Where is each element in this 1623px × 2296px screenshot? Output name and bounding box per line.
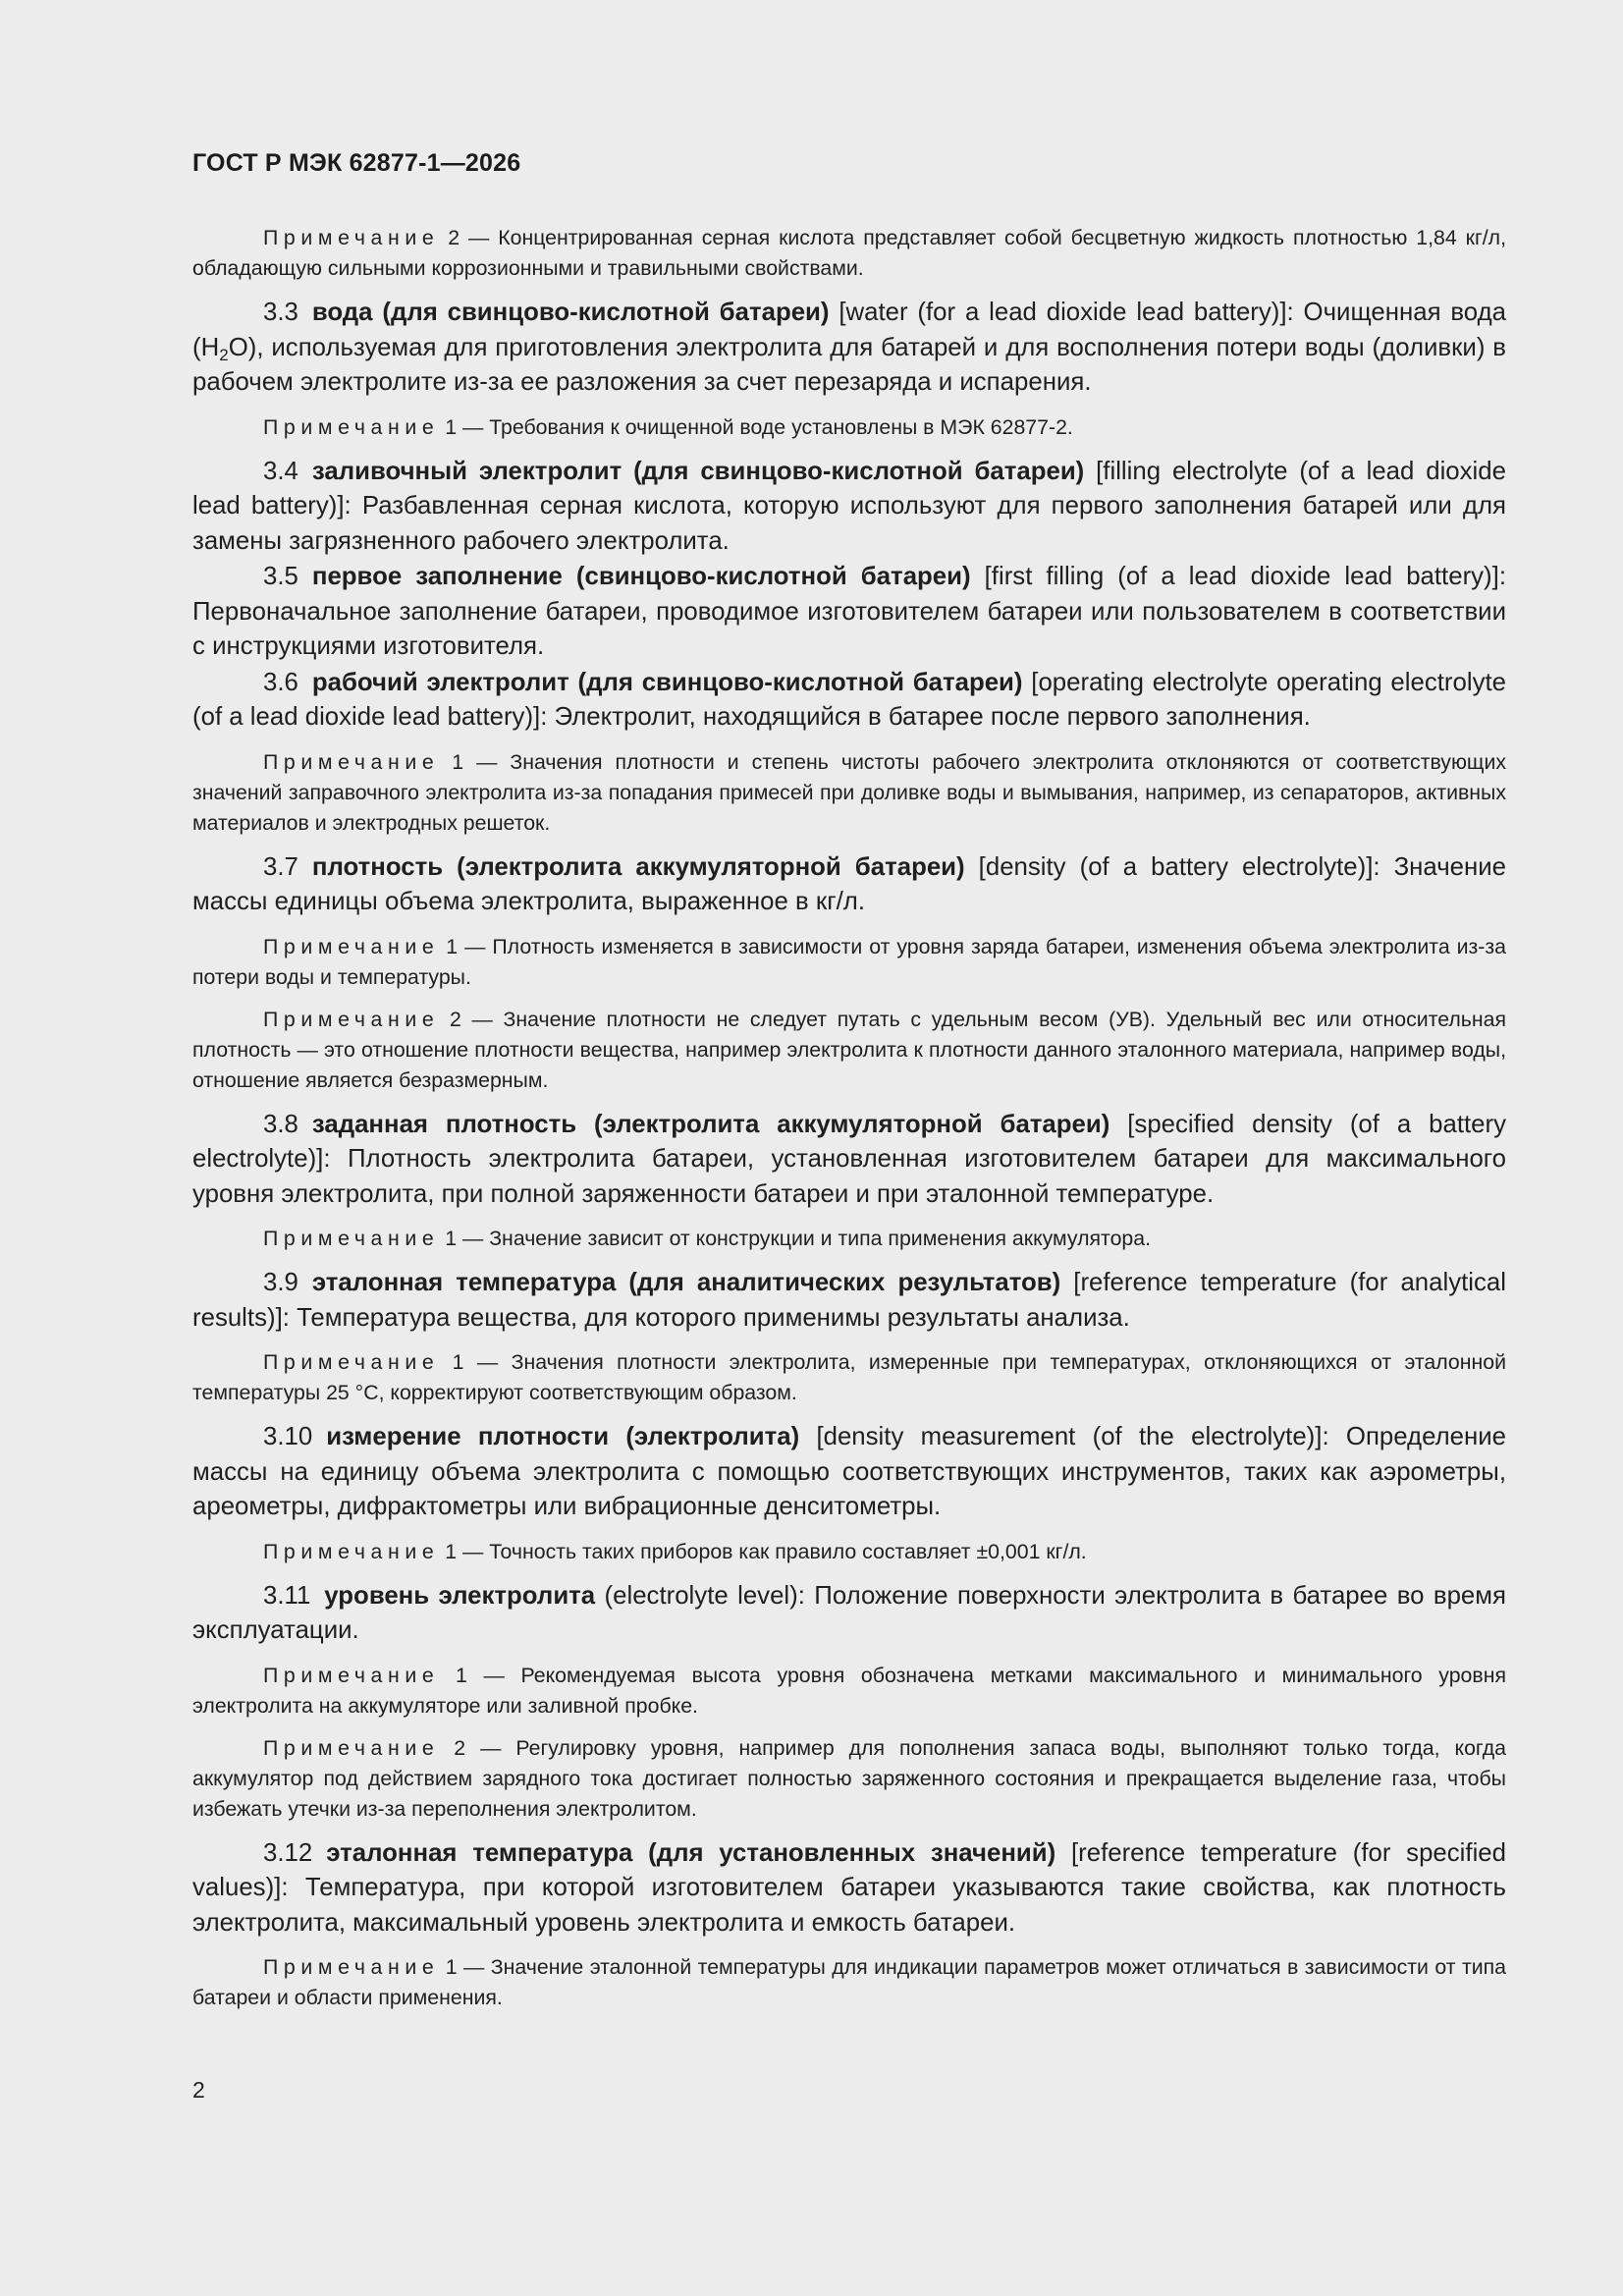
term-definition: Плотность электролита батареи, установленная изготовителем батареи для максимального уровня электролита, при полной заряженности батареи и при эталонной температуре.: [192, 1145, 1506, 1208]
note-number: 1: [445, 414, 458, 439]
term-number: 3.3: [263, 299, 298, 326]
term-number: 3.5: [263, 563, 298, 590]
term-number: 3.11: [263, 1581, 311, 1610]
page-number: 2: [192, 2077, 205, 2103]
note-text: — Плотность изменяется в зависимости от уровня заряда батареи, изменения объема электролита из-за потери воды и температуры.: [192, 934, 1507, 989]
note-label: Примечание: [263, 226, 440, 249]
note-number: 2: [454, 1735, 466, 1760]
term-english: [water (for a lead dioxide lead battery)]:: [829, 299, 1304, 326]
term-number: 3.7: [263, 852, 298, 881]
term-entry-3-10: [192, 1420, 1506, 1525]
term-english: [reference temperature (for specified values)]:: [192, 1838, 1507, 1901]
note-number: 1: [446, 934, 459, 958]
term-english: [first filling (of a lead dioxide lead battery)]:: [970, 563, 1506, 590]
term-english: [specified density (of a battery electrolyte)]:: [192, 1110, 1507, 1173]
note-text: — Регулировку уровня, например для пополнения запаса воды, выполняют только тогда, когда аккумулятор под действием зарядного тока достигает полностью заряженного состояния и прекращается выделение газа, чтобы избежать утечки из-за переполнения электролитом.: [192, 1735, 1506, 1821]
note-label: Примечание: [263, 1539, 440, 1563]
note-text: — Значения плотности и степень чистоты рабочего электролита отклоняются от соответствующих значений заправочного электролита из-за попадания примесей при доливке воды и вымывания, например, из сепараторов, активных материалов и электродных решеток.: [192, 749, 1506, 835]
note-text: — Точность таких приборов как правило составляет ±0,001 кг/л.: [457, 1539, 1087, 1563]
term-definition: Температура, при которой изготовителем батареи указываются такие свойства, как плотность электролита, максимальный уровень электролита и емкость батареи.: [192, 1874, 1506, 1937]
note-label: Примечание: [263, 1227, 440, 1250]
note-paragraph: [192, 1952, 1506, 2013]
term-number: 3.4: [263, 457, 298, 485]
term-name: измерение плотности (электролита): [326, 1423, 800, 1450]
term-number: 3.10: [263, 1423, 313, 1450]
note-paragraph: [192, 1733, 1506, 1825]
term-number: 3.12: [263, 1838, 313, 1867]
term-name: рабочий электролит (для свинцово-кислотной батареи): [311, 668, 1023, 696]
note-label: Примечание: [263, 1007, 440, 1031]
term-number: 3.8: [263, 1110, 298, 1138]
note-text: — Концентрированная серная кислота представляет собой бесцветную жидкость плотностью 1,84 кг/л, обладающую сильными коррозионными и травильными свойствами.: [192, 226, 1506, 280]
note-number: 1: [445, 1955, 458, 1979]
term-definition: Первоначальное заполнение батареи, проводимое изготовителем батареи или пользователем в соответствии с инструкциями изготовителя.: [192, 597, 1506, 660]
note-paragraph: [192, 747, 1506, 839]
note-label: Примечание: [263, 1955, 440, 1979]
note-label: Примечание: [263, 934, 440, 958]
note-label: Примечание: [263, 1735, 440, 1760]
term-entry-3-12: [192, 1836, 1506, 1941]
term-definition: Положение поверхности электролита в батарее во время эксплуатации.: [192, 1581, 1506, 1644]
note-label: Примечание: [263, 414, 440, 439]
term-english: [density measurement (of the electrolyte)]:: [799, 1423, 1346, 1450]
term-definition: Значение массы единицы объема электролита, выраженное в кг/л.: [192, 852, 1506, 915]
note-text: — Значение зависит от конструкции и типа применения аккумулятора.: [457, 1227, 1152, 1250]
note-label: Примечание: [263, 749, 440, 774]
term-english: [reference temperature (for analytical results)]:: [192, 1269, 1506, 1332]
term-english: [filling electrolyte (of a lead dioxide lead battery)]:: [192, 457, 1506, 519]
note-paragraph: [192, 1005, 1506, 1096]
term-name: заданная плотность (электролита аккумуляторной батареи): [311, 1110, 1110, 1138]
term-entry-3-5: [192, 560, 1506, 665]
term-definition: Температура вещества, для которого применимы результаты анализа.: [297, 1303, 1130, 1332]
term-entry-3-8: [192, 1108, 1506, 1213]
term-definition-part: O), используемая для приготовления электролита для батарей и для восполнения потери воды (доливки) в рабочем электролите из-за ее разложения за счет перезаряда и испарения.: [192, 333, 1506, 396]
term-name: эталонная температура (для установленных значений): [326, 1838, 1056, 1867]
term-name: уровень электролита: [324, 1581, 596, 1610]
note-text: — Значения плотности электролита, измеренные при температурах, отклоняющихся от эталонной температуры 25 °C, корректируют соответствующим образом.: [192, 1350, 1506, 1404]
note-number: 1: [445, 1539, 458, 1563]
standard-designation: ГОСТ Р МЭК 62877-1—2026: [192, 149, 521, 177]
note-number: 1: [452, 1350, 464, 1374]
note-paragraph: [192, 412, 1506, 443]
term-name: заливочный электролит (для свинцово-кислотной батареи): [311, 457, 1085, 485]
term-entry-3-7: [192, 850, 1506, 920]
note-paragraph: [192, 1537, 1506, 1567]
note-paragraph: [192, 1347, 1506, 1408]
term-entry-3-3: [192, 296, 1506, 401]
term-name: эталонная температура (для аналитических результатов): [311, 1269, 1061, 1296]
note-number: 2: [448, 226, 460, 249]
subscript: 2: [219, 345, 229, 364]
note-label: Примечание: [263, 1350, 440, 1374]
note-text: — Значение эталонной температуры для индикации параметров может отличаться в зависимости от типа батареи и области применения.: [192, 1955, 1506, 2009]
note-paragraph: [192, 1661, 1506, 1722]
term-name: плотность (электролита аккумуляторной батареи): [311, 852, 965, 881]
note-number: 2: [449, 1007, 461, 1031]
term-entry-3-6: [192, 666, 1506, 736]
note-paragraph: [192, 932, 1506, 993]
term-definition: Определение массы на единицу объема электролита с помощью соответствующих инструментов, таких как аэрометры, ареометры, дифрактометры или вибрационные денситометры.: [192, 1423, 1506, 1520]
note-text: — Рекомендуемая высота уровня обозначена метками максимального и минимального уровня электролита на аккумуляторе или заливной пробке.: [192, 1663, 1506, 1718]
note-text: — Требования к очищенной воде установлены в МЭК 62877-2.: [457, 414, 1073, 439]
note-number: 1: [452, 749, 464, 774]
note-number: 1: [445, 1227, 458, 1250]
term-name: первое заполнение (свинцово-кислотной батареи): [311, 563, 971, 590]
term-english: (electrolyte level):: [595, 1581, 815, 1610]
note-text: — Значение плотности не следует путать с удельным весом (УВ). Удельный вес или относительная плотность — это отношение плотности вещества, например электролита к плотности данного эталонного материала, например воды, отношение является безразмерным.: [192, 1007, 1507, 1092]
term-number: 3.6: [263, 668, 298, 696]
term-entry-3-4: [192, 455, 1506, 560]
term-english: [density (of a battery electrolyte)]:: [964, 852, 1394, 881]
note-paragraph: [192, 223, 1506, 284]
term-definition: Электролит, находящийся в батарее после первого заполнения.: [554, 703, 1311, 731]
term-name: вода (для свинцово-кислотной батареи): [311, 299, 830, 326]
term-number: 3.9: [263, 1269, 298, 1296]
note-number: 1: [455, 1663, 467, 1687]
note-label: Примечание: [263, 1663, 440, 1687]
term-entry-3-9: [192, 1266, 1506, 1336]
term-english: [operating electrolyte operating electrolyte (of a lead dioxide lead battery)]:: [192, 668, 1506, 731]
term-definition-part: Очищенная вода (H: [192, 299, 1506, 361]
document-body: [192, 223, 1506, 2025]
term-entry-3-11: [192, 1579, 1506, 1649]
note-paragraph: [192, 1224, 1506, 1254]
term-definition: Разбавленная серная кислота, которую используют для первого заполнения батарей или для замены загрязненного рабочего электролита.: [192, 492, 1506, 555]
